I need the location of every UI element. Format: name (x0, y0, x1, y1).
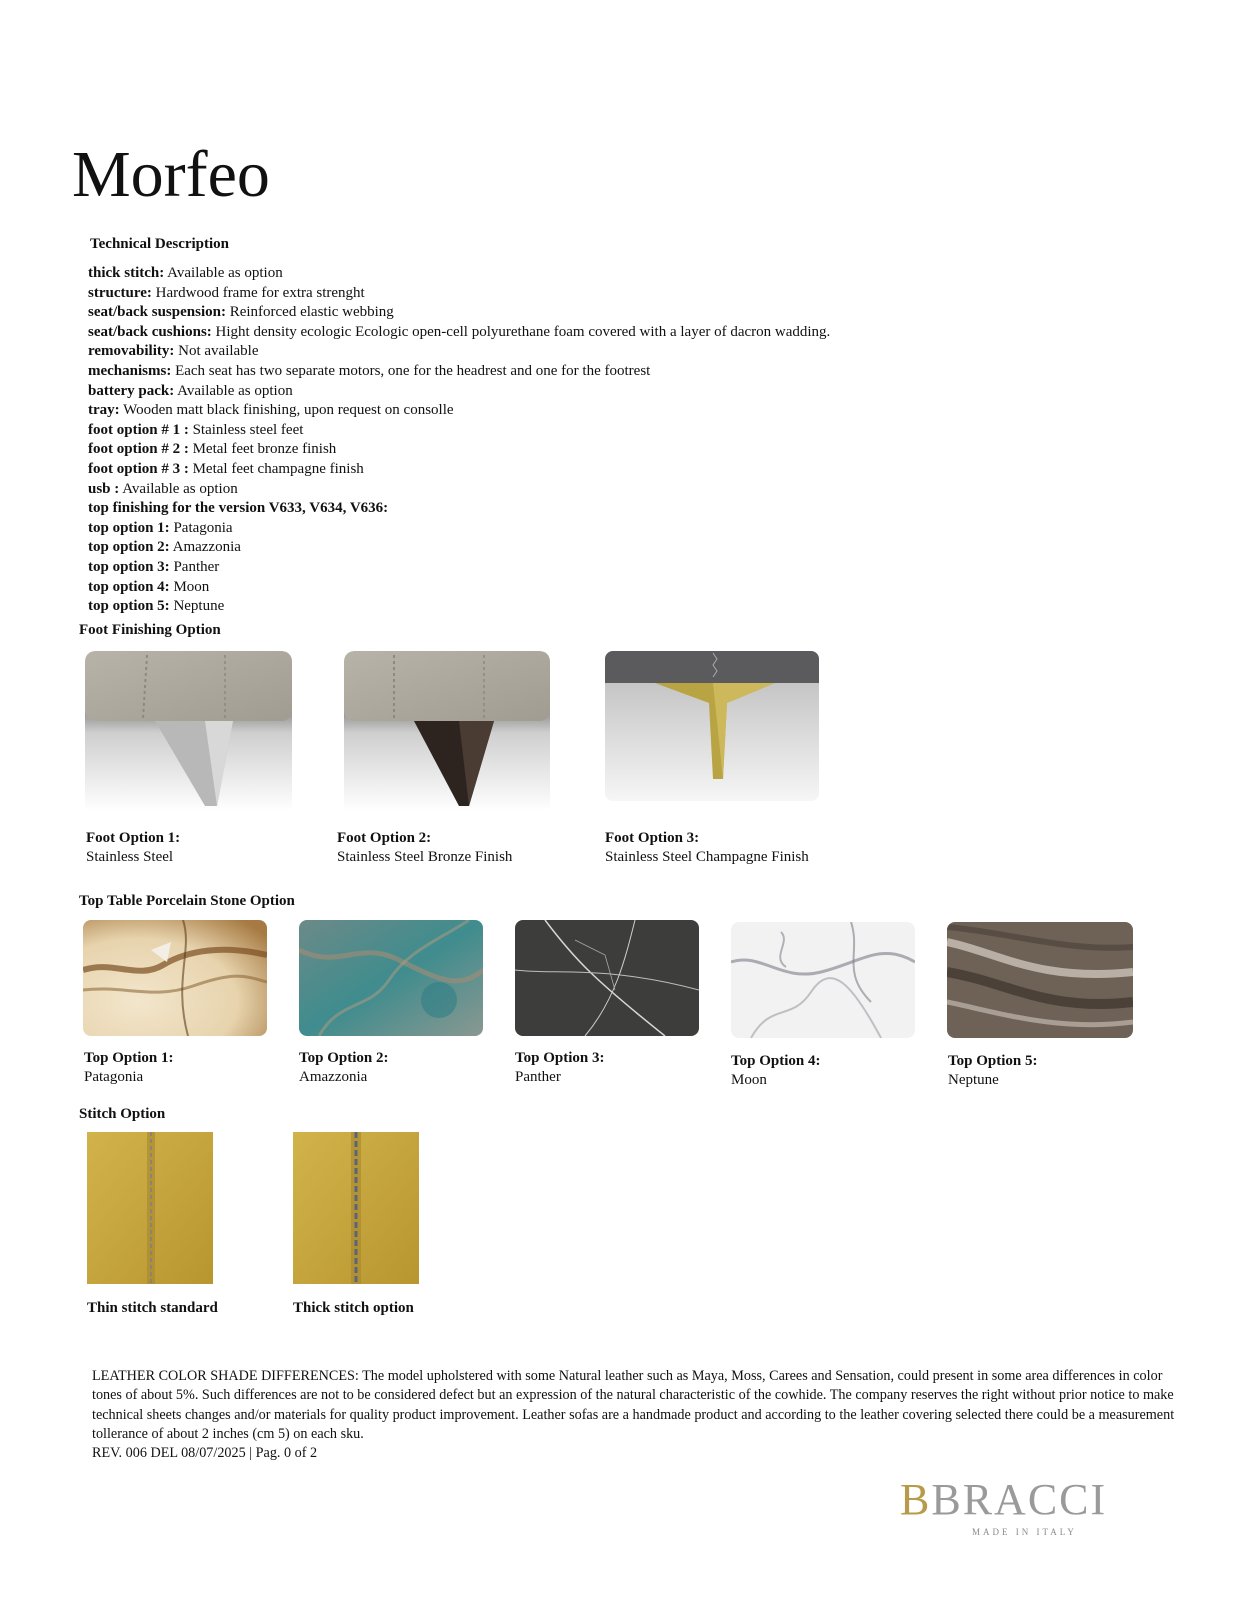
spec-row: tray: Wooden matt black finishing, upon request on consolle (88, 402, 454, 419)
top-option-2-image (299, 920, 483, 1036)
top-option-4-image (731, 922, 915, 1038)
spec-row: battery pack: Available as option (88, 382, 293, 399)
top-option-2-caption: Top Option 2: Amazzonia (299, 1050, 389, 1085)
foot-option-2-image (344, 651, 550, 811)
stitch-thick-image (293, 1132, 419, 1284)
spec-row: top option 3: Panther (88, 558, 220, 575)
top-option-5-image (947, 922, 1133, 1038)
logo-initial: B (900, 1475, 932, 1524)
spec-row: foot option # 3 : Metal feet champagne finish (88, 460, 364, 477)
revision-note: REV. 006 DEL 08/07/2025 | Pag. 0 of 2 (92, 1445, 318, 1461)
foot-option-2-caption: Foot Option 2: Stainless Steel Bronze Finish (337, 830, 513, 865)
stitch-thick-caption: Thick stitch option (293, 1300, 414, 1316)
spec-row: removability: Not available (88, 343, 259, 360)
foot-finishing-heading: Foot Finishing Option (79, 622, 221, 638)
spec-row: top finishing for the version V633, V634, V636: (88, 500, 389, 517)
top-table-heading: Top Table Porcelain Stone Option (79, 893, 295, 909)
top-option-4-caption: Top Option 4: Moon (731, 1053, 821, 1088)
stitch-thin-caption: Thin stitch standard (87, 1300, 218, 1316)
top-option-5-caption: Top Option 5: Neptune (948, 1053, 1038, 1088)
foot-option-3-caption: Foot Option 3: Stainless Steel Champagne Finish (605, 830, 809, 865)
spec-row: top option 2: Amazzonia (88, 539, 241, 556)
spec-row: foot option # 2 : Metal feet bronze finish (88, 441, 337, 458)
foot-option-1-caption: Foot Option 1: Stainless Steel (86, 830, 181, 865)
technical-description-heading: Technical Description (90, 236, 230, 252)
page-title: Morfeo (72, 138, 270, 211)
foot-option-1-image (85, 651, 292, 811)
top-option-3-image (515, 920, 699, 1036)
foot-option-3-image (605, 651, 819, 801)
spec-row: foot option # 1 : Stainless steel feet (88, 421, 304, 438)
top-option-1-caption: Top Option 1: Patagonia (84, 1050, 174, 1085)
spec-row: thick stitch: Available as option (88, 265, 283, 281)
top-option-1-image (83, 920, 267, 1036)
stitch-option-heading: Stitch Option (79, 1106, 166, 1122)
stitch-thin-image (87, 1132, 213, 1284)
spec-row: structure: Hardwood frame for extra strenght (88, 284, 365, 301)
spec-row: top option 4: Moon (88, 578, 210, 595)
top-option-3-caption: Top Option 3: Panther (515, 1050, 605, 1085)
spec-row: usb : Available as option (88, 480, 238, 497)
spec-row: top option 5: Neptune (88, 598, 225, 615)
spec-row: seat/back suspension: Reinforced elastic webbing (88, 304, 394, 321)
logo-tagline: MADE IN ITALY (972, 1527, 1077, 1537)
spec-row: top option 1: Patagonia (88, 519, 233, 536)
bracci-logo (900, 1475, 1108, 1524)
spec-row: seat/back cushions: Hight density ecologic Ecologic open-cell polyurethane foam covered with a layer of dacron wadding. (88, 323, 831, 340)
logo-wordmark: BRACCI (931, 1475, 1108, 1524)
spec-row: mechanisms: Each seat has two separate motors, one for the headrest and one for the footrest (88, 362, 651, 379)
leather-disclaimer: LEATHER COLOR SHADE DIFFERENCES: The model upholstered with some Natural leather such as Maya, Moss, Carees and Sensation, could present in some area differences in color tones of about 5%. Such differences are not to be considered defect but an expression of the natural characteristic of the cowhide. The company reserves the right without prior notice to make technical sheets changes and/or materials for quality product improvement. Leather sofas are a handmade product and according to the leather covering selected there could be a measurement tollerance of about 2 inches (cm 5) on each sku. (92, 1368, 1175, 1442)
spec-list (88, 264, 830, 617)
